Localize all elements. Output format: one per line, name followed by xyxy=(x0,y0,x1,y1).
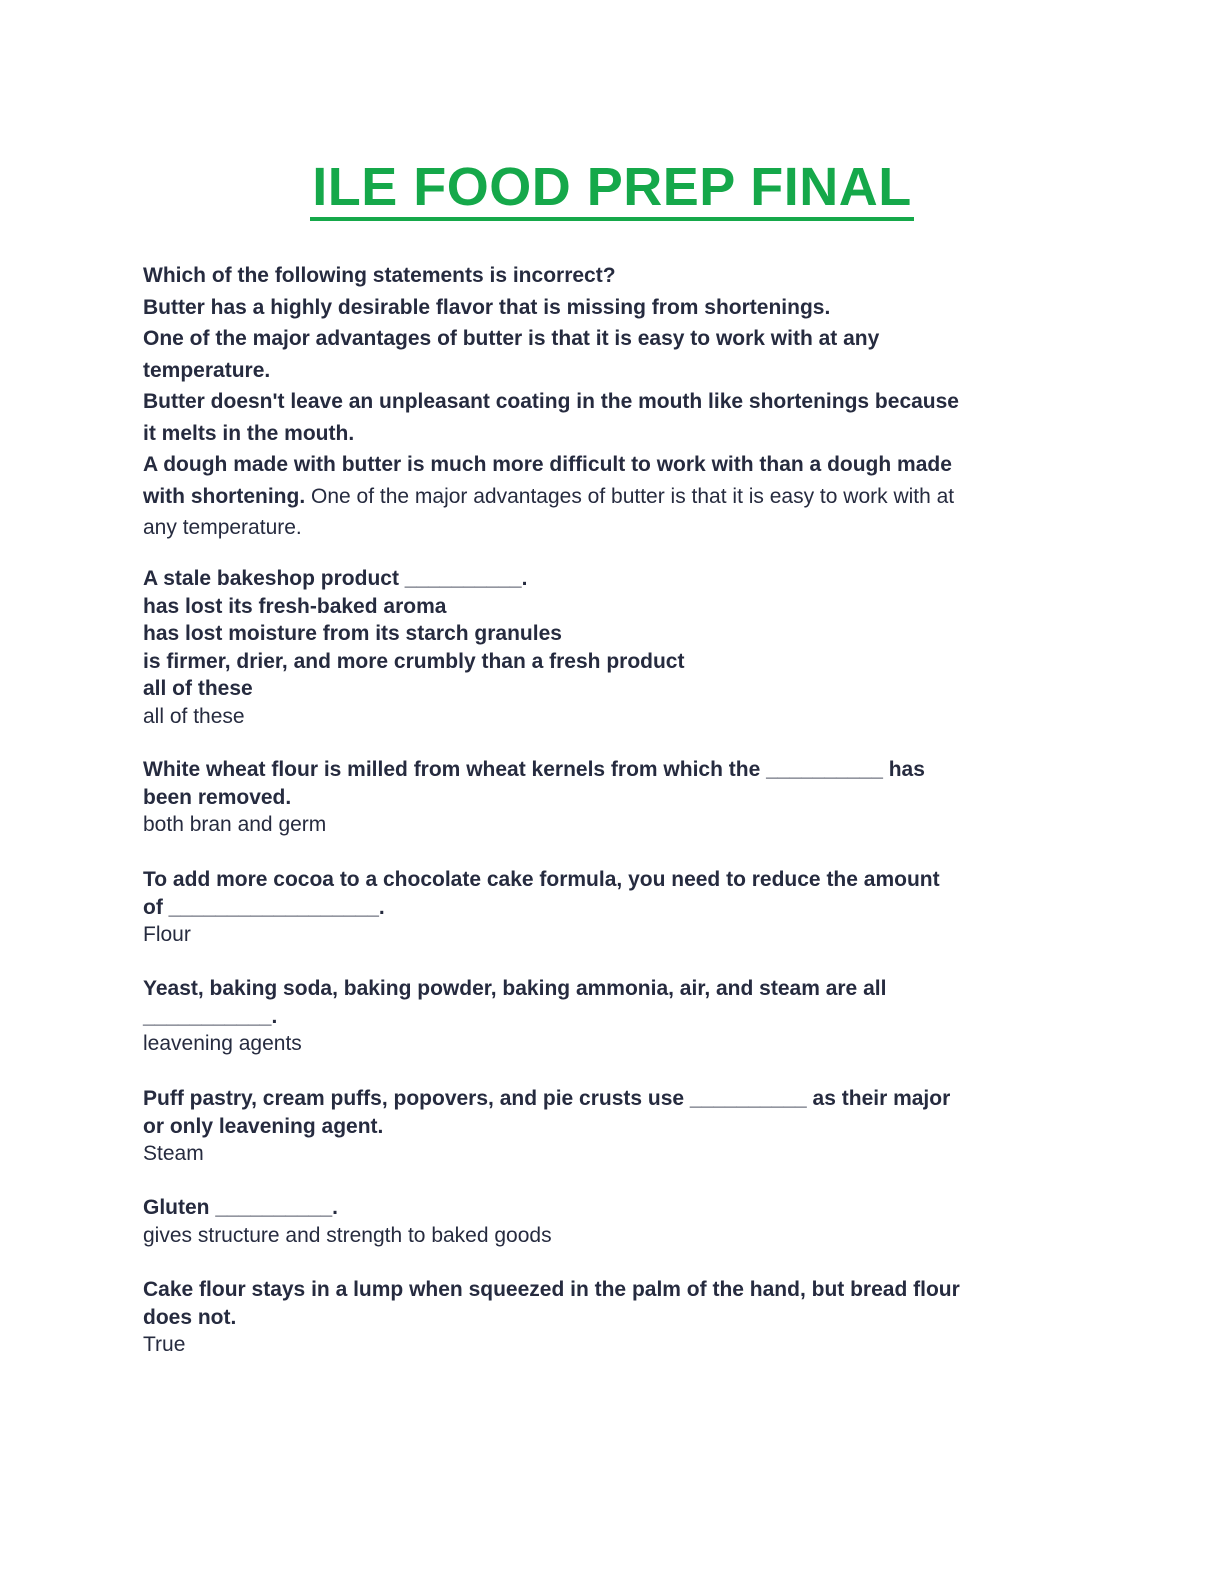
answer-text: True xyxy=(143,1333,186,1356)
option-line: One of the major advantages of butter is that it is easy to work with at any xyxy=(143,327,880,350)
question-4 xyxy=(143,866,1078,949)
option-last-bold: with shortening. xyxy=(143,484,306,508)
question-text-line: Puff pastry, cream puffs, popovers, and pie crusts use __________ as their major xyxy=(143,1087,951,1110)
question-text-line: does not. xyxy=(143,1305,237,1329)
option-line: temperature. xyxy=(143,358,271,382)
question-text-line: of __________________. xyxy=(143,895,385,919)
question-text-line: Gluten __________. xyxy=(143,1196,338,1219)
option-line: A dough made with butter is much more difficult to work with than a dough made xyxy=(143,453,952,476)
question-text-line: ___________. xyxy=(143,1004,278,1028)
answer-text: all of these xyxy=(143,704,245,728)
answer-text-continued: any temperature. xyxy=(143,516,302,539)
question-text-line: Yeast, baking soda, baking powder, baking ammonia, air, and steam are all xyxy=(143,977,887,1000)
answer-text: gives structure and strength to baked goods xyxy=(143,1223,552,1247)
answer-text: leavening agents xyxy=(143,1032,302,1055)
answer-text: both bran and germ xyxy=(143,813,327,836)
question-text-line: To add more cocoa to a chocolate cake formula, you need to reduce the amount xyxy=(143,868,940,891)
option-line: Butter has a highly desirable flavor that is missing from shortenings. xyxy=(143,295,831,319)
document-title xyxy=(0,152,1224,222)
question-3 xyxy=(143,756,1078,839)
question-text-line: White wheat flour is milled from wheat kernels from which the __________ has xyxy=(143,758,925,781)
document-title-text: ILE FOOD PREP FINAL xyxy=(310,157,914,221)
question-7 xyxy=(143,1194,1078,1249)
option-line: has lost its fresh-baked aroma xyxy=(143,594,447,618)
question-text-line: Cake flour stays in a lump when squeezed in the palm of the hand, but bread flour xyxy=(143,1278,960,1301)
option-line: is firmer, drier, and more crumbly than a fresh product xyxy=(143,649,685,673)
question-5 xyxy=(143,975,1078,1058)
answer-text: Steam xyxy=(143,1142,204,1165)
option-answer-line xyxy=(143,481,1078,513)
answer-text: One of the major advantages of butter is that it is easy to work with at xyxy=(305,484,955,508)
option-line: all of these xyxy=(143,677,253,700)
question-8 xyxy=(143,1276,1078,1359)
question-1 xyxy=(143,260,1078,544)
question-text-line: been removed. xyxy=(143,785,292,809)
answer-text: Flour xyxy=(143,923,191,946)
question-6 xyxy=(143,1085,1078,1168)
option-line: Butter doesn't leave an unpleasant coating in the mouth like shortenings because xyxy=(143,390,959,413)
option-line: it melts in the mouth. xyxy=(143,421,355,445)
option-line: has lost moisture from its starch granules xyxy=(143,622,562,645)
question-text-line: Which of the following statements is incorrect? xyxy=(143,264,616,287)
question-text-line: A stale bakeshop product __________. xyxy=(143,567,528,590)
question-2 xyxy=(143,565,1078,730)
question-text-line: or only leavening agent. xyxy=(143,1114,384,1138)
